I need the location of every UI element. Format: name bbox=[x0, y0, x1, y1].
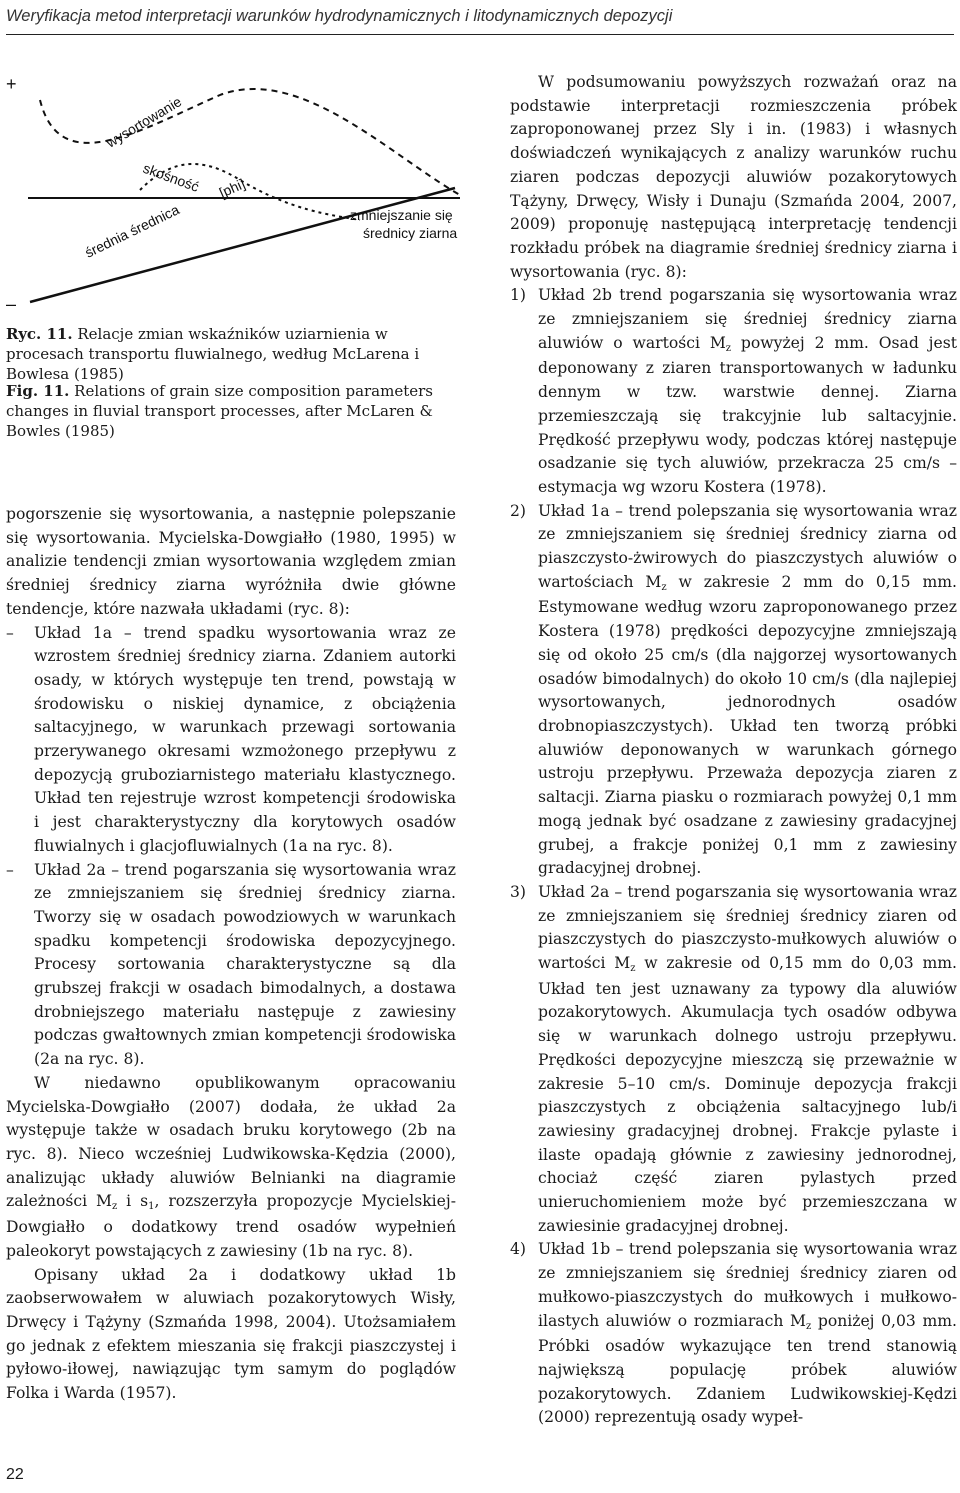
phi-label: [phi] bbox=[216, 175, 248, 201]
list-item bbox=[6, 622, 456, 859]
list-item-text: Układ 1a – trend spadku wysortowania wraz ze wzrostem średniej średnicy ziarna. Zdaniem autorki osady, w których występuje ten trend, powstają w środowisku o niskiej dynamice, z obciążenia saltacyjnego, w warunkach przewagi sortowania przerywanego okresami wzmożonego przepływu z depozycją gruboziarnistego materiału klastycznego. Układ ten rejestruje wzrost kompetencji środowiska i jest charakterystyczny dla korytowych osadów fluwialnych i glacjofluwialnych (1a na ryc. 8). bbox=[34, 623, 456, 855]
running-header: Weryfikacja metod interpretacji warunków hydrodynamicznych i litodynamicznych depozycji bbox=[6, 2, 954, 35]
dash-marker: – bbox=[6, 860, 14, 879]
caption-text-en: Relations of grain size composition parameters changes in fluvial transport processes, after McLaren & Bowles (1985) bbox=[6, 382, 433, 440]
item-number: 2) bbox=[510, 501, 527, 520]
dash-marker: – bbox=[6, 623, 14, 642]
numbered-item: 2) Układ 1a – trend polepszania się wysortowania wraz ze zmniejszaniem się średniej średnicy ziarna od piaszczysto-żwirowych do piaszczystych aluwiów o wartościach Mz w zakresie 2 mm do 0,15 mm. Estymowane według wzoru zaproponowanego przez Kostera (1978) prędkości depozycyjne zmniejszają się od około 25 cm/s (dla najgorzej wysortowanych osadów bimodalnych) do około 10 cm/s (dla najlepiej wysortowanych, jednorodnych osadów drobnopiaszczystych). Układ ten tworzą próbki aluwiów deponowanych w warunkach górnego ustroju przepływu. Przeważa depozycja ziaren z saltacji. Ziarna piasku o rozmiarach powyżej 0,1 mm mogą jednak być osadzane z zawiesiny gradacyjnej grubej, a frakcje poniżej 0,1 mm z zawiesiny gradacyjnej drobnej. bbox=[510, 501, 957, 878]
mean-diameter-label: średnia średnica bbox=[82, 201, 182, 261]
list-item bbox=[6, 859, 456, 1072]
numbered-item: 4) Układ 1b – trend polepszania się wysortowania wraz ze zmniejszaniem się średniej średnicy ziaren od mułkowo-piaszczystych do mułkowych i mułkowo-ilastych aluwiów o rozmiarach Mz poniżej 0,03 mm. Próbki osadów wykazujące ten trend stanowią największą populację próbek aluwiów pozakorytowych. Zdaniem Ludwikowskiej-Kędzi (2000) reprezentują osady wypeł- bbox=[510, 1240, 957, 1427]
item-number: 3) bbox=[510, 882, 527, 901]
left-column bbox=[6, 503, 456, 1406]
sorting-curve bbox=[40, 89, 460, 195]
caption-text-pl: Relacje zmian wskaźników uziarnienia w procesach transportu fluwialnego, według McLarena i Bowlesa (1985) bbox=[6, 325, 420, 383]
axis-minus-label: – bbox=[6, 294, 17, 314]
item-number: 1) bbox=[510, 286, 527, 305]
paragraph: W podsumowaniu powyższych rozważań oraz na podstawie interpretacji rozmieszczenia próbek zaproponowanej przez Sly i in. (1983) i własnych doświadczeń wynikających z analizy warunków ruchu ziaren podczas depozycji aluwiów pozakorytowych Tążyny, Drwęcy, Wisły i Dunaju (Szmańda 2004, 2007, 2009) proponuję następującą interpretację tendencji rozkładu próbek na diagramie średniej średnicy ziarna i wysortowania (ryc. 8): bbox=[510, 73, 957, 281]
figure-caption-polish bbox=[6, 324, 456, 384]
decrease-label-line1: zmniejszanie się bbox=[350, 207, 453, 223]
numbered-item: 3) Układ 2a – trend pogarszania się wysortowania wraz ze zmniejszaniem się średniej średnicy ziaren od piaszczystych do piaszczysto-mułkowych aluwiów o wartości Mz w zakresie od 0,15 mm do 0,03 mm. Układ ten jest uznawany za typowy dla aluwiów pozakorytowych. Akumulacja tych osadów odbywa się w warunkach dolnego ustroju przepływu. Prędkości depozycyjne mieszczą się przeważnie w zakresie 5–10 cm/s. Dominuje depozycja frakcji piaszczystych z obciążenia saltacyjnego lub/i zawiesiny gradacyjnej drobnej. Frakcje pylaste i ilaste opadają głównie z zawiesiny jednorodnej, chociaż część ziaren pylastych przed unieruchomieniem może być przemieszczana w zawiesinie gradacyjnej drobnej. bbox=[510, 882, 957, 1235]
figure-11-diagram bbox=[0, 70, 470, 320]
paragraph: pogorszenie się wysortowania, a następnie polepszanie się wysortowania. Mycielska-Dowgiałło (1980, 1995) w analizie tendencji zmian wysortowania względem zmian średniej średnicy ziarna wyróżniła dwie główne tendencje, które nazwała układami (ryc. 8): bbox=[6, 505, 456, 618]
decrease-label-line2: średnicy ziarna bbox=[363, 225, 458, 241]
numbered-item: 1) Układ 2b trend pogarszania się wysortowania wraz ze zmniejszaniem się średniej średnicy ziarna aluwiów o wartości Mz powyżej 2 mm. Osad jest deponowany z ziaren transportowanych w ładunku dennym w tzw. warstwie dennej. Ziarna przemieszczają się trakcyjnie lub saltacyjnie. Prędkość przepływu wody, podczas której następuje osadzanie się tych aluwiów, przekracza 25 cm/s – estymacja wg wzoru Kostera (1978). bbox=[510, 286, 957, 496]
page-number: 22 bbox=[6, 1466, 24, 1483]
paragraph: W niedawno opublikowanym opracowaniu Mycielska-Dowgiałło (2007) dodała, że układ 2a występuje także w osadach bruku korytowego (2b na ryc. 8). Nieco wcześniej Ludwikowska-Kędzia (2000), analizując układy aluwiów Belnianki na diagramie zależności Mz i s1, rozszerzyła propozycje Mycielskiej-Dowgiałło o dodatkowy trend osadów wypełnień paleokoryt powstających z zawiesiny (1b na ryc. 8). bbox=[6, 1073, 457, 1260]
caption-label-pl: Ryc. 11. bbox=[6, 325, 73, 343]
right-column bbox=[510, 71, 957, 1430]
axis-plus-label: + bbox=[6, 74, 17, 94]
list-item-text: Układ 2a – trend pogarszania się wysortowania wraz ze zmniejszaniem się średniej średnicy ziarna. Tworzy się w osadach powodziowych w warunkach spadku kompetencji środowiska depozycyjnego. Procesy sortowania charakterystyczne są dla grubszej frakcji w osadach bimodalnych, a dostawa drobniejszego materiału następuje z zawiesiny podczas gwałtownych zmian kompetencji środowiska (2a na ryc. 8). bbox=[34, 860, 456, 1069]
item-number: 4) bbox=[510, 1240, 527, 1259]
skewness-label: skośność bbox=[140, 159, 202, 195]
sorting-label: wysortowanie bbox=[103, 93, 185, 151]
caption-label-en: Fig. 11. bbox=[6, 382, 70, 400]
figure-caption-english bbox=[6, 381, 456, 441]
paragraph: Opisany układ 2a i dodatkowy układ 1b zaobserwowałem w aluwiach pozakorytowych Wisły, Drwęcy i Tążyny (Szmańda 1998, 2004). Utożsamiałem go jednak z efektem mieszania się frakcji piaszczystej i pyłowo-iłowej, nawiązując tym samym do poglądów Folka i Warda (1957). bbox=[6, 1265, 456, 1403]
